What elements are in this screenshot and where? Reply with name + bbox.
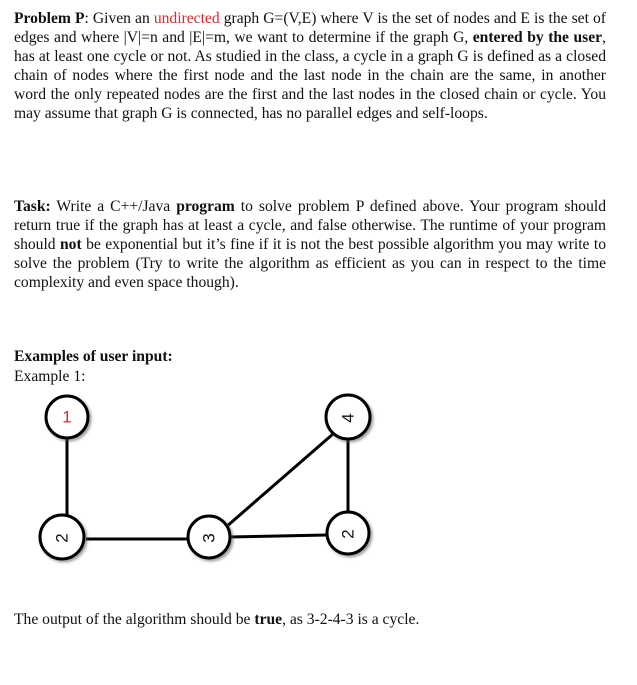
not-keyword: not (60, 236, 82, 253)
problem-statement: Problem P: Given an undirected graph G=(V,E) where V is the set of nodes and E is the set of edges and where |V|=n and |E|=m, we want to determine if the graph G, entered by the user, has at least one cycle or not. As studied in the class, a cycle in a graph G is defined as a closed chain of nodes where the first node and the last node in the chain are the same, in another word the only repeated nodes are the first and the last nodes in the closed chain or cycle. You may assume that graph G is connected, has no parallel edges and self-loops. (14, 10, 606, 122)
examples-heading: Examples of user input: (14, 348, 173, 365)
edge-3-2 (228, 535, 327, 537)
example-label: Example 1: (14, 368, 86, 385)
task-title: Task: (14, 198, 51, 215)
program-keyword: program (176, 198, 235, 215)
output-true: true (254, 611, 283, 628)
node-label: 2 (338, 529, 358, 539)
node-label: 2 (52, 533, 72, 543)
node-3 (188, 516, 230, 558)
node-2b (327, 512, 369, 554)
problem-title: Problem P (14, 10, 85, 27)
node-4 (326, 395, 370, 439)
node-1 (46, 396, 88, 438)
task-statement: Task: Write a C++/Java program to solve problem P defined above. Your program should return true if the graph has at least a cycle, and false otherwise. The runtime of your program should not be exponential but it’s fine if it is not the best possible algorithm you may write to solve the problem (Try to write the algorithm as efficient as you can in respect to the time complexity and even space though). (14, 198, 606, 291)
node-2a (40, 515, 84, 559)
output-statement: The output of the algorithm should be true, as 3-2-4-3 is a cycle. (14, 611, 420, 628)
entered-by-user: entered by the user (472, 29, 603, 46)
edge-3-4 (226, 434, 333, 527)
node-label: 4 (338, 413, 358, 423)
undirected-highlight: undirected (153, 10, 220, 27)
node-label: 1 (62, 407, 72, 427)
node-label: 3 (199, 533, 219, 543)
